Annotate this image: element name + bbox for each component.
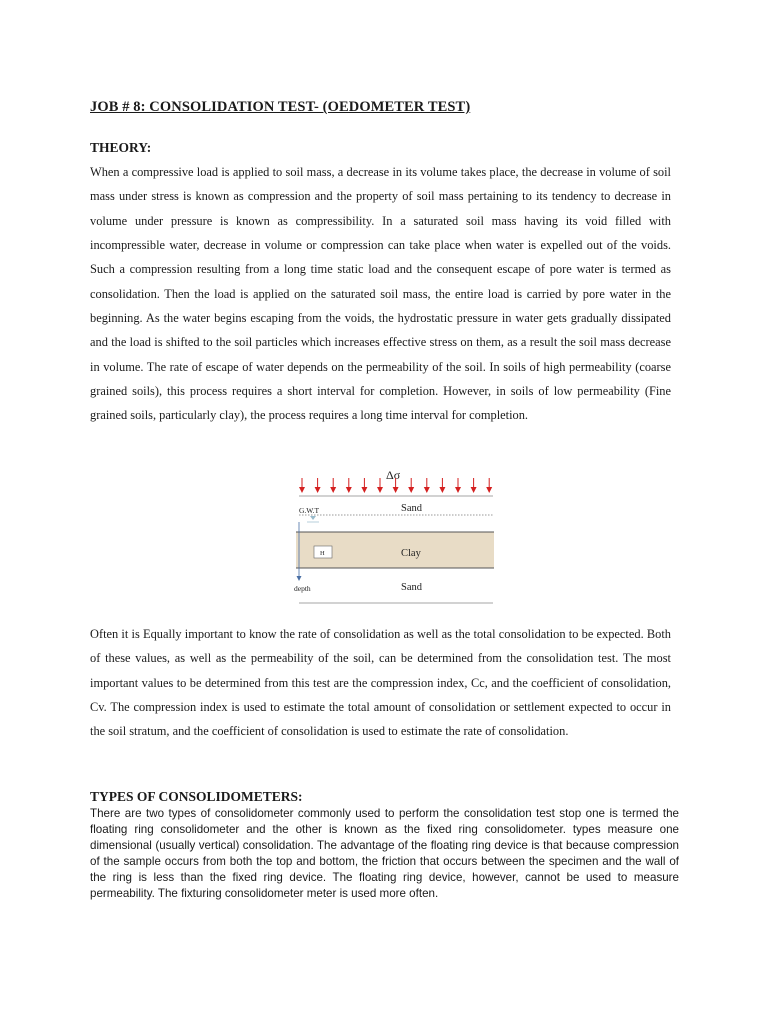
theory-paragraph: When a compressive load is applied to soil mass, a decrease in its volume takes place, the decrease in volume of soil mass under stress is known as compression and the property of soil mass pertaining to its tendency to decrease in volume under pressure is known as compressibility. In a saturated soil mass having its void filled with incompressible water, decrease in volume or compression can take place when water is expelled out of the voids. Such a compression resulting from a long time static load and the consequent escape of pore water is termed as consolidation. Then the load is applied on the saturated soil mass, the entire load is carried by pore water in the beginning. As the water begins escaping from the voids, the hydrostatic pressure in water gets gradually dissipated and the load is shifted to the soil particles which increases effective stress on them, as a result the soil mass decrease in volume. The rate of escape of water depends on the permeability of the soil. In soils of high permeability (coarse grained soils), this process requires a short interval for completion. However, in soils of low permeability (Fine grained soils, particularly clay), the process requires a long time interval for completion. [90, 165, 671, 423]
types-paragraph: There are two types of consolidometer commonly used to perform the consolidation test stop one is termed the floating ring consolidometer and the other is known as the fixed ring consolidometer. types measure one dimensional (usually vertical) consolidation. The advantage of the floating ring device is that because compression of the sample occurs from both the top and bottom, the friction that occurs between the specimen and the wall of the ring is less than the fixed ring device. The floating ring device, however, cannot be used to measure permeability. The fixturing consolidometer meter is used more often. [90, 807, 679, 900]
load-arrow-head [315, 487, 321, 493]
load-arrow-head [377, 487, 383, 493]
load-arrow-head [330, 487, 336, 493]
thickness-label: H [320, 550, 325, 557]
rate-paragraph: Often it is Equally important to know the rate of consolidation as well as the total consolidation to be expected. Both of these values, as well as the permeability of the soil, can be determined from the consolidation test. The most important values to be determined from this test are the compression index, Cc, and the coefficient of consolidation, Cv. The compression index is used to estimate the total amount of consolidation or settlement expected to occur in the soil stratum, and the coefficient of consolidation is used to estimate the rate of consolidation. [90, 627, 671, 739]
top-sand-label: Sand [401, 503, 422, 514]
depth-label: depth [294, 584, 311, 593]
load-symbol: Δσ [386, 468, 401, 482]
load-arrow-head [455, 487, 461, 493]
load-arrow-head [486, 487, 492, 493]
water-table-icon [310, 516, 316, 520]
document-title: JOB # 8: CONSOLIDATION TEST- (OEDOMETER TEST) [90, 99, 471, 115]
types-heading: TYPES OF CONSOLIDOMETERS: [90, 789, 303, 804]
soil-profile-diagram [290, 466, 500, 608]
load-arrow-head [393, 487, 399, 493]
soil-profile-figure [290, 466, 500, 608]
bottom-sand-label: Sand [401, 582, 422, 593]
load-arrow-head [346, 487, 352, 493]
load-arrow-head [471, 487, 477, 493]
load-arrow-head [439, 487, 445, 493]
load-arrow-head [408, 487, 414, 493]
clay-label: Clay [401, 548, 421, 559]
theory-heading: THEORY: [90, 140, 152, 155]
depth-arrow-icon [297, 576, 302, 581]
load-arrow-head [361, 487, 367, 493]
gwt-label: G.W.T [299, 506, 320, 515]
load-arrow-head [424, 487, 430, 493]
load-arrows [299, 478, 492, 493]
load-arrow-head [299, 487, 305, 493]
